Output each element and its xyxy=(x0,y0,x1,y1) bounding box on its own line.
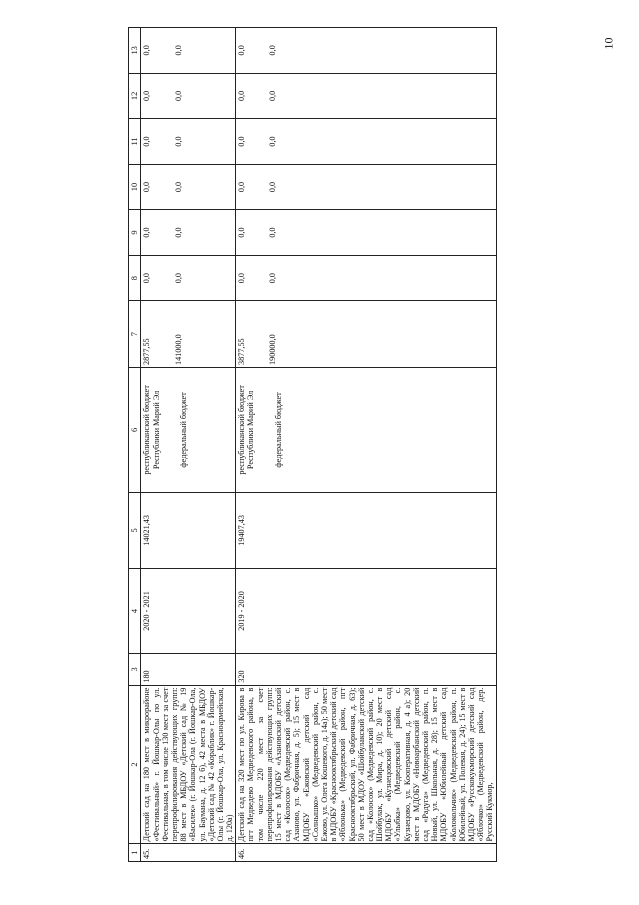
value-col-9: 0,0 0,0 xyxy=(141,210,236,256)
total-cost-cell: 19407,43 xyxy=(236,492,496,568)
value-col-12: 0,0 0,0 xyxy=(141,73,236,119)
amount-regional: 2877,55 xyxy=(142,338,152,365)
budget-table xyxy=(128,27,497,862)
value-col-10: 0,0 0,0 xyxy=(141,164,236,210)
value-col-8: 0,0 0,0 xyxy=(236,255,496,301)
funding-source-federal: федеральный бюджет xyxy=(178,392,188,468)
funding-source-cell xyxy=(141,367,236,492)
header-col-6: 6 xyxy=(129,367,141,492)
page-number: 10 xyxy=(601,37,616,50)
value-col-13: 0,0 0,0 xyxy=(141,28,236,74)
column-number-row xyxy=(129,28,141,862)
value-col-9: 0,0 0,0 xyxy=(236,210,496,256)
funding-source-regional: республиканский бюджет Республики Марий Эл xyxy=(237,385,256,475)
header-col-7: 7 xyxy=(129,301,141,368)
value-col-11: 0,0 0,0 xyxy=(236,119,496,165)
header-col-8: 8 xyxy=(129,255,141,301)
row-number: 46. xyxy=(236,844,496,862)
value-col-12: 0,0 0,0 xyxy=(236,73,496,119)
amount-cell xyxy=(236,301,496,368)
header-col-5: 5 xyxy=(129,492,141,568)
total-cost-cell: 14021,43 xyxy=(141,492,236,568)
object-description: Детский сад на 320 мест по ул. Кирова в пгт Медведево Медведевского района, в том числе 220 мест за счет перепрофилирования действующих групп: 15 мест в МДОБУ «Азановский детский сад «Колосок» (Медведевский район, с. Азаново, ул. Фабричная, д. 5); 15 мест в МДОБУ «Ежовский детский сад «Солнышко» (Медведевский район, с. Ежово, ул. Олега Кошевого, д. 14а); 50 мест в МДОБУ «Краснооктябрьский детский сад «Яблонька» (Медведевский район, пгт Краснооктябрьский, ул. Фабричная, д. 63); 50 мест в МДОУ «Шойбулакский детский сад «Колосок» (Медведевский район, с. Шойбулак, ул. Мира, д. 10); 20 мест в МДОБУ «Кузнецовский детский сад «Улыбка» (Медведевский район, с. Кузнецово, ул. Кооперативная, д. 4 а); 20 мест в МДОБУ «Новоарбанский детский сад «Радуга» (Медведевский район, п. Новый, ул. Школьная, д. 28); 15 мест в МДОБУ «Юбилейный детский сад «Колокольчик» (Медведевский район, п. Юбилейный, ул. Полевая, д. 24); 15 мест в МДОБУ «Русскокукморский детский сад «Яблочко» (Медведевский район, дер. Русский Кукмор, xyxy=(236,685,496,844)
period-cell: 2019 - 2020 xyxy=(236,568,496,653)
object-description: Детский сад на 180 мест в микрорайоне «Фестивальный» г. Йошкар-Олы по ул. Фестивальная, в том числе 130 мест за счет перепрофилирования действующих групп: 88 мест в МБДОУ «Детский сад № 19 «Василек» (г. Йошкар-Ола (г. Йошкар-Ола, ул. Баумана, д. 12 б), 42 места в МБДОУ «Детский сад № 42 «Кораблик» г. Йошкар-Олы (г. Йошкар-Ола, ул. Красноармейская, д. 120а) xyxy=(141,685,236,844)
funding-source-cell xyxy=(236,367,496,492)
period-cell: 2020 - 2021 xyxy=(141,568,236,653)
amount-regional: 3877,55 xyxy=(237,338,247,365)
funding-source-regional: республиканский бюджет Республики Марий Эл xyxy=(142,385,161,475)
header-col-13: 13 xyxy=(129,28,141,74)
header-col-10: 10 xyxy=(129,164,141,210)
table-row xyxy=(141,28,236,862)
amount-federal: 190000,0 xyxy=(268,334,278,365)
header-col-11: 11 xyxy=(129,119,141,165)
value-col-10: 0,0 0,0 xyxy=(236,164,496,210)
amount-federal: 141000,0 xyxy=(173,334,183,365)
header-col-1: 1 xyxy=(129,844,141,862)
value-col-11: 0,0 0,0 xyxy=(141,119,236,165)
row-number: 45. xyxy=(141,844,236,862)
header-col-4: 4 xyxy=(129,568,141,653)
amount-cell xyxy=(141,301,236,368)
header-col-9: 9 xyxy=(129,210,141,256)
rotated-table-wrapper xyxy=(128,27,598,862)
header-col-12: 12 xyxy=(129,73,141,119)
table-row xyxy=(236,28,496,862)
header-col-2: 2 xyxy=(129,685,141,844)
value-col-8: 0,0 0,0 xyxy=(141,255,236,301)
capacity-cell: 320 xyxy=(236,654,496,686)
capacity-cell: 180 xyxy=(141,654,236,686)
funding-source-federal: федеральный бюджет xyxy=(273,392,283,468)
value-col-13: 0,0 0,0 xyxy=(236,28,496,74)
header-col-3: 3 xyxy=(129,654,141,686)
